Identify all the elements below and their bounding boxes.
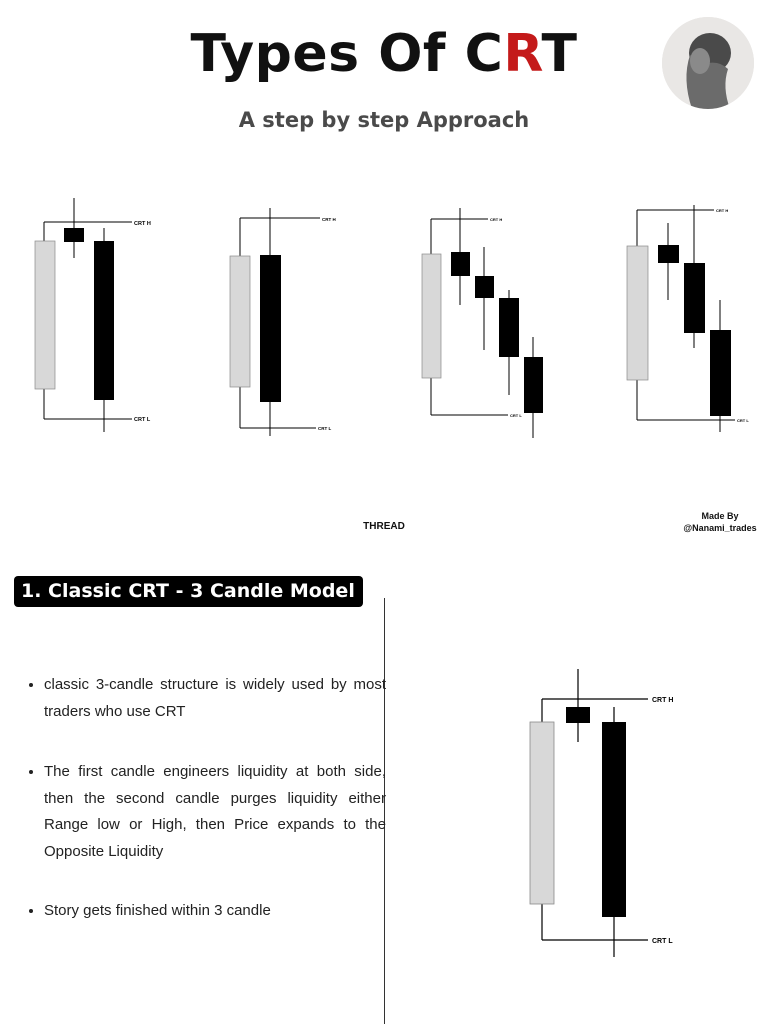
bullet-item: • The first candle engineers liquidity at both side, then the second candle purges liquidity either Range low or High, then Price expands to the Opposite Liquidity	[44, 759, 386, 865]
candle-1	[35, 241, 55, 389]
crt-type-1-chart	[35, 198, 151, 432]
candle-4	[499, 298, 519, 357]
candle-2	[64, 228, 84, 242]
crt-low-label: CRT L	[318, 426, 332, 431]
made-by-label: Made By	[701, 511, 739, 521]
bullet-list	[25, 672, 386, 925]
crt-low-label: CRT L	[652, 938, 673, 945]
crt-high-label: CRT H	[652, 697, 674, 704]
crt-type-4-chart	[627, 205, 749, 432]
bullet-item: • Story gets finished within 3 candle	[44, 898, 386, 925]
author-handle: @Nanami_trades	[683, 523, 757, 533]
crt-low-label: CRT L	[737, 418, 749, 423]
candle-2	[451, 252, 470, 276]
candle-3	[602, 722, 626, 917]
title-accent-letter: R	[503, 24, 542, 84]
avatar-image	[662, 17, 754, 109]
candle-3	[684, 263, 705, 333]
candle-5	[524, 357, 543, 413]
candle-2	[566, 707, 590, 723]
crt-high-label: CRT H	[134, 221, 151, 227]
section-heading: 1. Classic CRT - 3 Candle Model	[14, 576, 363, 607]
crt-high-label: CRT H	[490, 217, 503, 222]
candle-1	[530, 722, 554, 904]
crt-high-label: CRT H	[322, 217, 336, 222]
candle-1	[627, 246, 648, 380]
title-text: Types Of C	[190, 24, 504, 84]
crt-type-2-chart	[230, 208, 336, 436]
crt-types-overview-chart	[0, 190, 768, 450]
candle-1	[230, 256, 250, 387]
page-title	[0, 24, 768, 84]
avatar-silhouette-icon	[662, 17, 754, 109]
candle-2	[260, 255, 281, 402]
thread-label: THREAD	[363, 521, 405, 532]
candle-4	[710, 330, 731, 416]
candle-3	[94, 241, 114, 400]
classic-crt-chart	[500, 660, 700, 970]
crt-low-label: CRT L	[510, 413, 522, 418]
crt-low-label: CRT L	[134, 417, 151, 423]
candle-1	[422, 254, 441, 378]
crt-high-label: CRT H	[716, 208, 729, 213]
candle-2	[658, 245, 679, 263]
author-credit	[672, 510, 768, 534]
crt-type-3-chart	[422, 208, 543, 438]
page-subtitle: A step by step Approach	[238, 108, 530, 132]
title-text-end: T	[541, 24, 578, 84]
candle-3	[475, 276, 494, 298]
bullet-item: • classic 3-candle structure is widely used by most traders who use CRT	[44, 672, 386, 725]
